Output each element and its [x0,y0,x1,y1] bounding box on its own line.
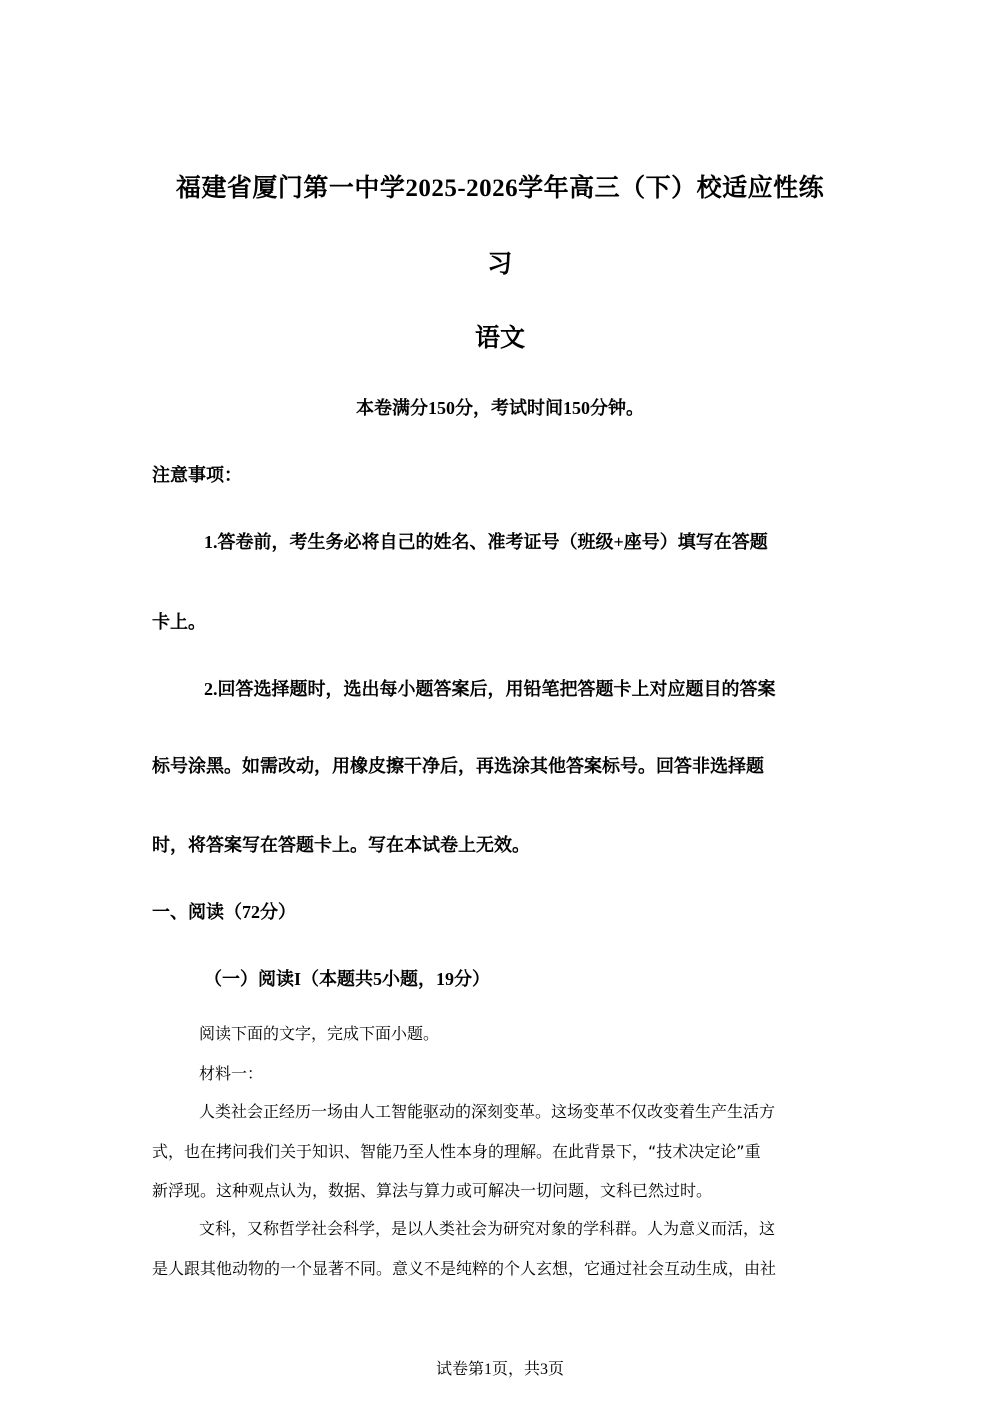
notice-item-1-line-1: 1.答卷前，考生务必将自己的姓名、准考证号（班级+座号）填写在答题 [204,532,768,552]
page-footer: 试卷第1页，共3页 [435,1361,564,1378]
reading-instruction: 阅读下面的文字，完成下面小题。 [199,1024,440,1043]
notice-heading: 注意事项： [152,465,242,485]
subsection-heading: （一）阅读I（本题共5小题，19分） [204,969,491,989]
paragraph-2-line-2: 是人跟其他动物的一个显著不同。意义不是纯粹的个人玄想，它通过社会互动生成，由社 [152,1259,777,1278]
notice-item-2-line-2: 标号涂黑。如需改动，用橡皮擦干净后，再选涂其他答案标号。回答非选择题 [152,756,764,776]
subject-title: 语文 [474,325,525,352]
exam-title-line-2: 习 [487,251,513,278]
paragraph-1-line-2: 式，也在拷问我们关于知识、智能乃至人性本身的理解。在此背景下，“技术决定论”重 [152,1142,761,1161]
exam-info: 本卷满分150分，考试时间150分钟。 [356,398,644,418]
paragraph-1-line-3: 新浮现。这种观点认为，数据、算法与算力或可解决一切问题，文科已然过时。 [152,1181,713,1200]
notice-item-1-line-2: 卡上。 [152,612,206,632]
section-heading: 一、阅读（72分） [152,902,296,922]
paragraph-2-line-1: 文科，又称哲学社会科学，是以人类社会为研究对象的学科群。人为意义而活，这 [199,1219,776,1238]
material-label: 材料一： [199,1064,264,1083]
exam-title-line-1: 福建省厦门第一中学2025-2026学年高三（下）校适应性练 [175,175,825,202]
notice-item-2-line-1: 2.回答选择题时，选出每小题答案后，用铅笔把答题卡上对应题目的答案 [204,679,776,699]
notice-item-2-line-3: 时，将答案写在答题卡上。写在本试卷上无效。 [152,835,530,855]
paragraph-1-line-1: 人类社会正经历一场由人工智能驱动的深刻变革。这场变革不仅改变着生产生活方 [199,1102,776,1121]
